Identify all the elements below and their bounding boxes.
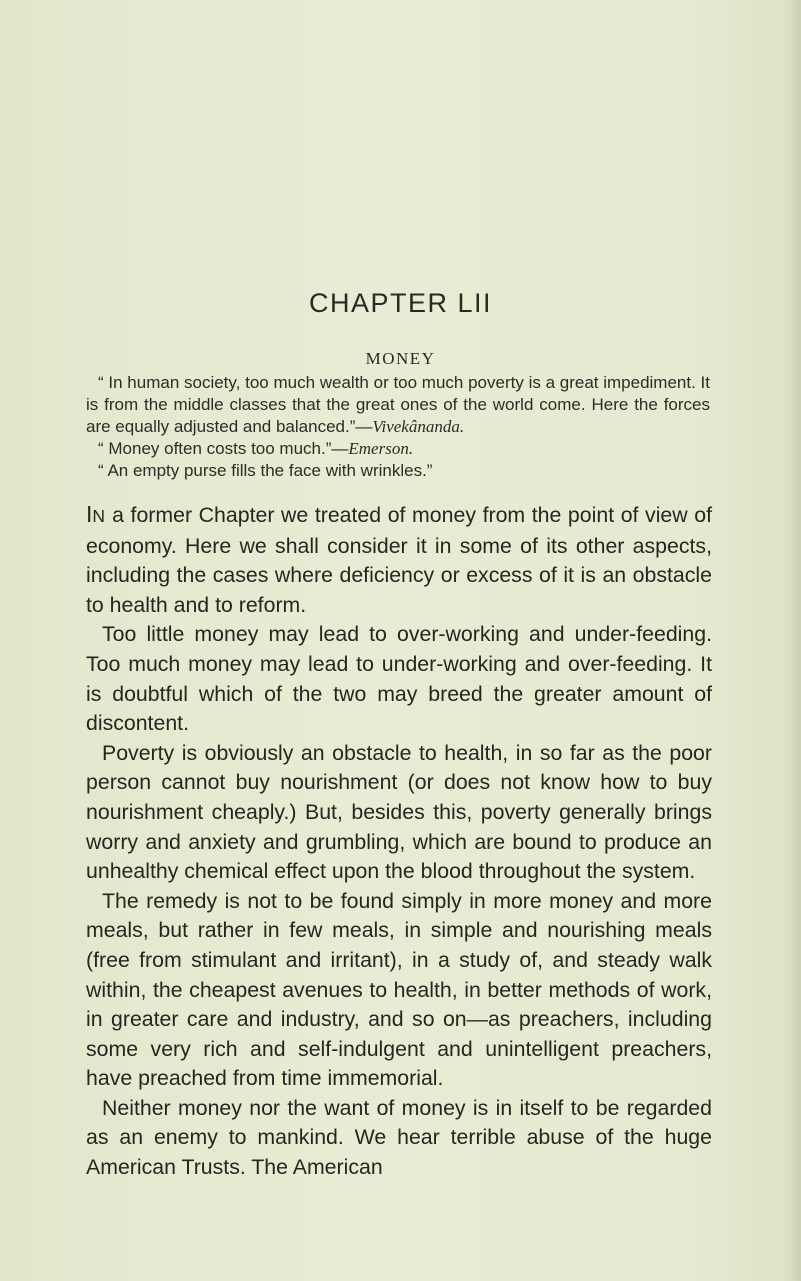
body-paragraph <box>86 500 712 620</box>
epigraph <box>86 460 710 482</box>
body-paragraph: The remedy is not to be found simply in more money and more meals, but rather in few meals, in simple and nourishing meals (free from stimulant and irritant), in a study of, and steady walk within, the cheapest avenues to health, in better methods of work, in greater care and industry, and so on—as preachers, including some very rich and self-indulgent and unintelligent preachers, have preached from time immemorial. <box>86 888 712 1091</box>
epigraph <box>86 438 710 460</box>
opening-text: a former Chapter we treated of money from the point of view of economy. Here we shall consider it in some of its other aspects, including the cases where deficiency or excess of it is an obstacle to health and to reform. <box>86 503 712 617</box>
epigraph-author: Vivekânanda. <box>372 417 465 436</box>
epigraph <box>86 372 710 438</box>
body-paragraph: Too little money may lead to over-working and under-feeding. Too much money may lead to under-working and over-feeding. It is doubtful which of the two may breed the greater amount of discontent. <box>86 622 712 736</box>
body-paragraph: Neither money nor the want of money is in itself to be regarded as an enemy to mankind. We hear terrible abuse of the huge American Trusts. The American <box>86 1095 712 1180</box>
epigraph-quote: “ In human society, too much wealth or too much poverty is a great impediment. It is from the middle classes that the great ones of the world come. Here the forces are equally adjusted and balanced.”— <box>86 373 710 436</box>
epigraph-block <box>86 372 710 482</box>
epigraph-quote: “ Money often costs too much.”— <box>98 439 349 458</box>
opening-initial: I <box>86 501 93 527</box>
page-edge-shadow <box>787 0 801 1281</box>
chapter-body <box>86 500 712 1183</box>
epigraph-author: Emerson. <box>348 439 414 458</box>
epigraph-quote: “ An empty purse fills the face with wrinkles.” <box>98 461 433 480</box>
chapter-title: CHAPTER LII <box>308 288 493 318</box>
chapter-subtitle: MONEY <box>365 349 436 368</box>
body-paragraph: Poverty is obviously an obstacle to health, in so far as the poor person cannot buy nourishment (or does not know how to buy nourishment cheaply.) But, besides this, poverty generally brings worry and anxiety and grumbling, which are bound to produce an unhealthy chemical effect upon the blood throughout the system. <box>86 740 712 884</box>
opening-smallcap: N <box>92 506 106 526</box>
